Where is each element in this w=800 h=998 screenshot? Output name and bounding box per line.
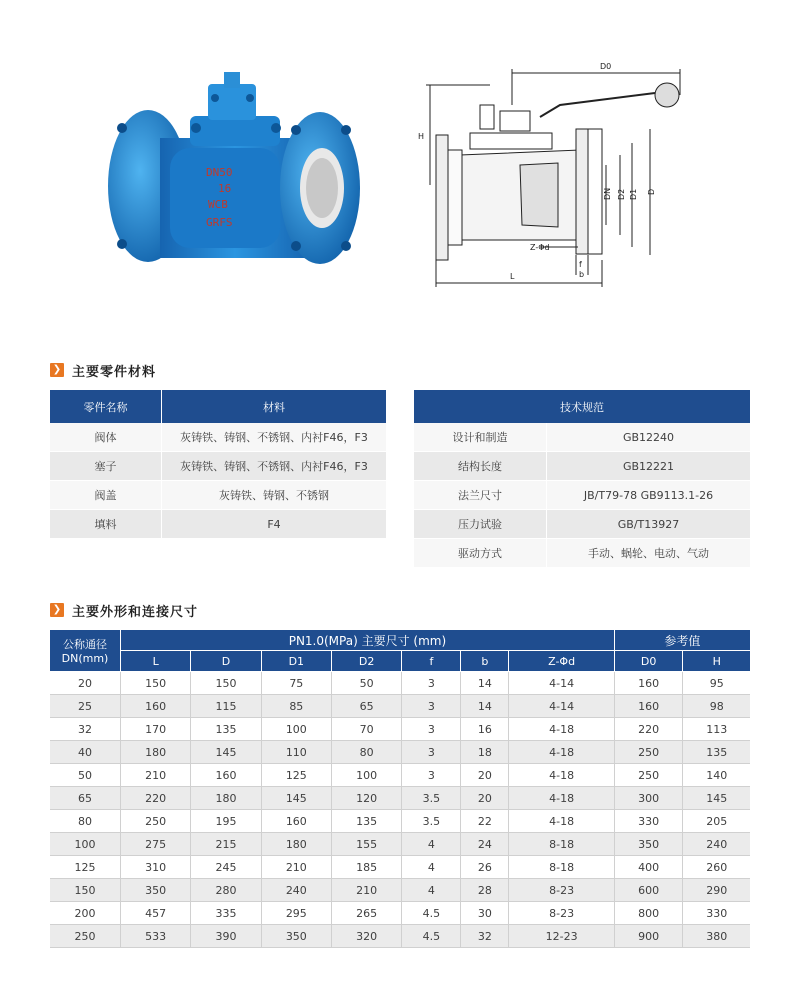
col-header-material: 材料 xyxy=(162,390,387,423)
dimension-cell: 50 xyxy=(50,764,121,787)
label-h: H xyxy=(418,132,425,141)
col-header-l: L xyxy=(121,651,191,672)
label-d2: D2 xyxy=(617,188,626,200)
section-dimensions-header xyxy=(50,600,198,620)
dimension-cell: 16 xyxy=(461,718,509,741)
dimension-cell: 185 xyxy=(331,856,401,879)
table-row xyxy=(50,718,750,741)
table-row xyxy=(50,856,750,879)
dimension-cell: 3 xyxy=(402,764,461,787)
col-header-b: b xyxy=(461,651,509,672)
table-row xyxy=(414,423,750,452)
dimension-cell: 80 xyxy=(50,810,121,833)
label-l: L xyxy=(510,272,515,281)
dimension-cell: 8-23 xyxy=(509,902,615,925)
dimension-cell: 125 xyxy=(50,856,121,879)
dimension-cell: 4 xyxy=(402,856,461,879)
col-header-d2: D2 xyxy=(331,651,401,672)
dimension-cell: 290 xyxy=(683,879,750,902)
dimension-cell: 4-18 xyxy=(509,810,615,833)
dimension-cell: 245 xyxy=(191,856,261,879)
label-d: D xyxy=(647,188,656,195)
spec-value-cell: GB12240 xyxy=(547,423,751,452)
dimension-cell: 240 xyxy=(261,879,331,902)
dimension-cell: 70 xyxy=(331,718,401,741)
dimension-cell: 600 xyxy=(614,879,683,902)
dimension-cell: 150 xyxy=(191,672,261,695)
dimension-cell: 380 xyxy=(683,925,750,948)
dimension-cell: 8-18 xyxy=(509,856,615,879)
dimension-cell: 400 xyxy=(614,856,683,879)
dimension-cell: 220 xyxy=(121,787,191,810)
col-header-h: H xyxy=(683,651,750,672)
part-name-cell: 填料 xyxy=(50,510,162,539)
dimension-cell: 50 xyxy=(331,672,401,695)
dimension-cell: 4 xyxy=(402,879,461,902)
dimension-cell: 135 xyxy=(331,810,401,833)
dimension-cell: 4-18 xyxy=(509,718,615,741)
dimension-cell: 335 xyxy=(191,902,261,925)
dimension-cell: 98 xyxy=(683,695,750,718)
dimension-cell: 3.5 xyxy=(402,810,461,833)
dimension-cell: 155 xyxy=(331,833,401,856)
spec-name-cell: 驱动方式 xyxy=(414,539,547,568)
col-header-part: 零件名称 xyxy=(50,390,162,423)
table-row xyxy=(50,764,750,787)
valve-photo xyxy=(100,68,362,282)
col-header-zd: Z-Φd xyxy=(509,651,615,672)
label-d0: D0 xyxy=(600,62,612,71)
spec-name-cell: 设计和制造 xyxy=(414,423,547,452)
dimension-cell: 20 xyxy=(50,672,121,695)
col-header-dn: 公称通径 DN(mm) xyxy=(50,630,121,672)
section-materials-header xyxy=(50,360,156,380)
section-title: 主要零件材料 xyxy=(72,364,157,380)
dimension-cell: 250 xyxy=(614,764,683,787)
dimension-cell: 65 xyxy=(331,695,401,718)
table-row xyxy=(50,925,750,948)
col-header-main: PN1.0(MPa) 主要尺寸 (mm) xyxy=(121,630,615,651)
dimension-cell: 120 xyxy=(331,787,401,810)
dimension-cell: 75 xyxy=(261,672,331,695)
dimension-cell: 3.5 xyxy=(402,787,461,810)
spec-value-cell: GB/T13927 xyxy=(547,510,751,539)
col-header-d1: D1 xyxy=(261,651,331,672)
dimension-cell: 210 xyxy=(331,879,401,902)
dimension-cell: 900 xyxy=(614,925,683,948)
dimension-cell: 180 xyxy=(191,787,261,810)
part-name-cell: 塞子 xyxy=(50,452,162,481)
dimension-cell: 28 xyxy=(461,879,509,902)
dimension-cell: 330 xyxy=(683,902,750,925)
col-header-f: f xyxy=(402,651,461,672)
table-row xyxy=(50,452,386,481)
table-row xyxy=(50,902,750,925)
dimension-cell: 12-23 xyxy=(509,925,615,948)
material-cell: 灰铸铁、铸钢、不锈钢、内衬F46，F3 xyxy=(162,452,387,481)
dimension-cell: 145 xyxy=(683,787,750,810)
dimension-cell: 180 xyxy=(261,833,331,856)
dimension-cell: 3 xyxy=(402,741,461,764)
dimension-cell: 20 xyxy=(461,787,509,810)
section-marker-icon: ❯ xyxy=(50,363,64,377)
part-name-cell: 阀体 xyxy=(50,423,162,452)
table-row xyxy=(50,510,386,539)
dimension-cell: 95 xyxy=(683,672,750,695)
dimension-cell: 457 xyxy=(121,902,191,925)
dimension-cell: 40 xyxy=(50,741,121,764)
dimension-cell: 250 xyxy=(121,810,191,833)
table-row xyxy=(50,695,750,718)
dimension-cell: 215 xyxy=(191,833,261,856)
casting-mark: GRFS xyxy=(206,216,233,229)
dimension-cell: 85 xyxy=(261,695,331,718)
dimension-cell: 135 xyxy=(191,718,261,741)
dimension-cell: 160 xyxy=(191,764,261,787)
dimension-cell: 22 xyxy=(461,810,509,833)
casting-mark: WCB xyxy=(208,198,228,211)
dimension-cell: 26 xyxy=(461,856,509,879)
dimension-cell: 260 xyxy=(683,856,750,879)
dimension-cell: 113 xyxy=(683,718,750,741)
dimension-cell: 100 xyxy=(261,718,331,741)
dimension-cell: 240 xyxy=(683,833,750,856)
dimension-cell: 320 xyxy=(331,925,401,948)
label-zphid: Z-Φd xyxy=(530,243,550,252)
casting-mark: 16 xyxy=(218,182,232,195)
casting-mark: DN50 xyxy=(206,166,233,179)
col-header-d0: D0 xyxy=(614,651,683,672)
spec-value-cell: GB12221 xyxy=(547,452,751,481)
table-row xyxy=(50,423,386,452)
table-row xyxy=(50,787,750,810)
dimension-cell: 145 xyxy=(191,741,261,764)
table-row xyxy=(414,452,750,481)
table-row xyxy=(50,810,750,833)
dimension-cell: 390 xyxy=(191,925,261,948)
dimension-cell: 350 xyxy=(121,879,191,902)
dimension-cell: 4.5 xyxy=(402,925,461,948)
dimension-cell: 250 xyxy=(614,741,683,764)
dimension-cell: 150 xyxy=(121,672,191,695)
dimension-cell: 125 xyxy=(261,764,331,787)
dimension-cell: 205 xyxy=(683,810,750,833)
dimension-cell: 110 xyxy=(261,741,331,764)
dimension-cell: 4-14 xyxy=(509,695,615,718)
dimension-cell: 350 xyxy=(614,833,683,856)
dimension-cell: 170 xyxy=(121,718,191,741)
tech-spec-table xyxy=(414,390,750,568)
spec-name-cell: 结构长度 xyxy=(414,452,547,481)
label-dn: DN xyxy=(603,187,612,200)
label-f: f xyxy=(579,260,582,269)
dimension-cell: 4.5 xyxy=(402,902,461,925)
label-b: b xyxy=(579,270,585,279)
material-cell: 灰铸铁、铸钢、不锈钢、内衬F46，F3 xyxy=(162,423,387,452)
dimension-cell: 80 xyxy=(331,741,401,764)
section-title: 主要外形和连接尺寸 xyxy=(72,604,199,620)
dimension-cell: 135 xyxy=(683,741,750,764)
dimension-cell: 140 xyxy=(683,764,750,787)
part-name-cell: 阀盖 xyxy=(50,481,162,510)
spec-name-cell: 压力试验 xyxy=(414,510,547,539)
material-cell: F4 xyxy=(162,510,387,539)
dimension-cell: 18 xyxy=(461,741,509,764)
dimension-cell: 100 xyxy=(50,833,121,856)
dimension-cell: 210 xyxy=(261,856,331,879)
dimension-cell: 65 xyxy=(50,787,121,810)
dimension-cell: 100 xyxy=(331,764,401,787)
dimension-cell: 200 xyxy=(50,902,121,925)
dimension-cell: 4-18 xyxy=(509,764,615,787)
dimension-cell: 25 xyxy=(50,695,121,718)
dimension-cell: 265 xyxy=(331,902,401,925)
dimension-cell: 160 xyxy=(121,695,191,718)
dimension-cell: 295 xyxy=(261,902,331,925)
dimension-cell: 250 xyxy=(50,925,121,948)
dimension-cell: 3 xyxy=(402,695,461,718)
dimension-cell: 145 xyxy=(261,787,331,810)
table-row xyxy=(414,510,750,539)
dimension-cell: 20 xyxy=(461,764,509,787)
dimension-cell: 280 xyxy=(191,879,261,902)
dimension-cell: 275 xyxy=(121,833,191,856)
material-cell: 灰铸铁、铸钢、不锈钢 xyxy=(162,481,387,510)
table-row xyxy=(50,672,750,695)
dimension-cell: 30 xyxy=(461,902,509,925)
tech-header: 技术规范 xyxy=(414,390,750,423)
dimension-cell: 14 xyxy=(461,672,509,695)
section-marker-icon: ❯ xyxy=(50,603,64,617)
dimension-cell: 4-18 xyxy=(509,741,615,764)
dimension-cell: 4-14 xyxy=(509,672,615,695)
table-row xyxy=(50,481,386,510)
dimension-cell: 8-18 xyxy=(509,833,615,856)
dimension-cell: 533 xyxy=(121,925,191,948)
materials-table xyxy=(50,390,386,539)
dimension-cell: 14 xyxy=(461,695,509,718)
label-d1: D1 xyxy=(629,188,638,200)
dimension-cell: 4 xyxy=(402,833,461,856)
table-row xyxy=(50,833,750,856)
table-row xyxy=(50,879,750,902)
dimension-cell: 800 xyxy=(614,902,683,925)
dimension-cell: 160 xyxy=(614,672,683,695)
dimension-cell: 3 xyxy=(402,718,461,741)
dimensions-table xyxy=(50,630,750,948)
dimension-cell: 195 xyxy=(191,810,261,833)
dimension-cell: 32 xyxy=(461,925,509,948)
spec-name-cell: 法兰尺寸 xyxy=(414,481,547,510)
dimension-cell: 160 xyxy=(614,695,683,718)
dimension-cell: 350 xyxy=(261,925,331,948)
dimension-cell: 115 xyxy=(191,695,261,718)
dimension-cell: 3 xyxy=(402,672,461,695)
dimension-cell: 300 xyxy=(614,787,683,810)
dimension-cell: 220 xyxy=(614,718,683,741)
dimension-cell: 4-18 xyxy=(509,787,615,810)
dimension-cell: 310 xyxy=(121,856,191,879)
col-header-ref: 参考值 xyxy=(614,630,750,651)
table-row xyxy=(50,741,750,764)
table-row xyxy=(414,539,750,568)
table-row xyxy=(414,481,750,510)
dimension-cell: 150 xyxy=(50,879,121,902)
dimension-cell: 24 xyxy=(461,833,509,856)
dimension-cell: 32 xyxy=(50,718,121,741)
col-header-d: D xyxy=(191,651,261,672)
spec-value-cell: 手动、蜗轮、电动、气动 xyxy=(547,539,751,568)
dimension-cell: 180 xyxy=(121,741,191,764)
dimension-cell: 330 xyxy=(614,810,683,833)
spec-value-cell: JB/T79-78 GB9113.1-26 xyxy=(547,481,751,510)
valve-drawing xyxy=(410,55,700,295)
dimension-cell: 8-23 xyxy=(509,879,615,902)
dimension-cell: 160 xyxy=(261,810,331,833)
dimension-cell: 210 xyxy=(121,764,191,787)
